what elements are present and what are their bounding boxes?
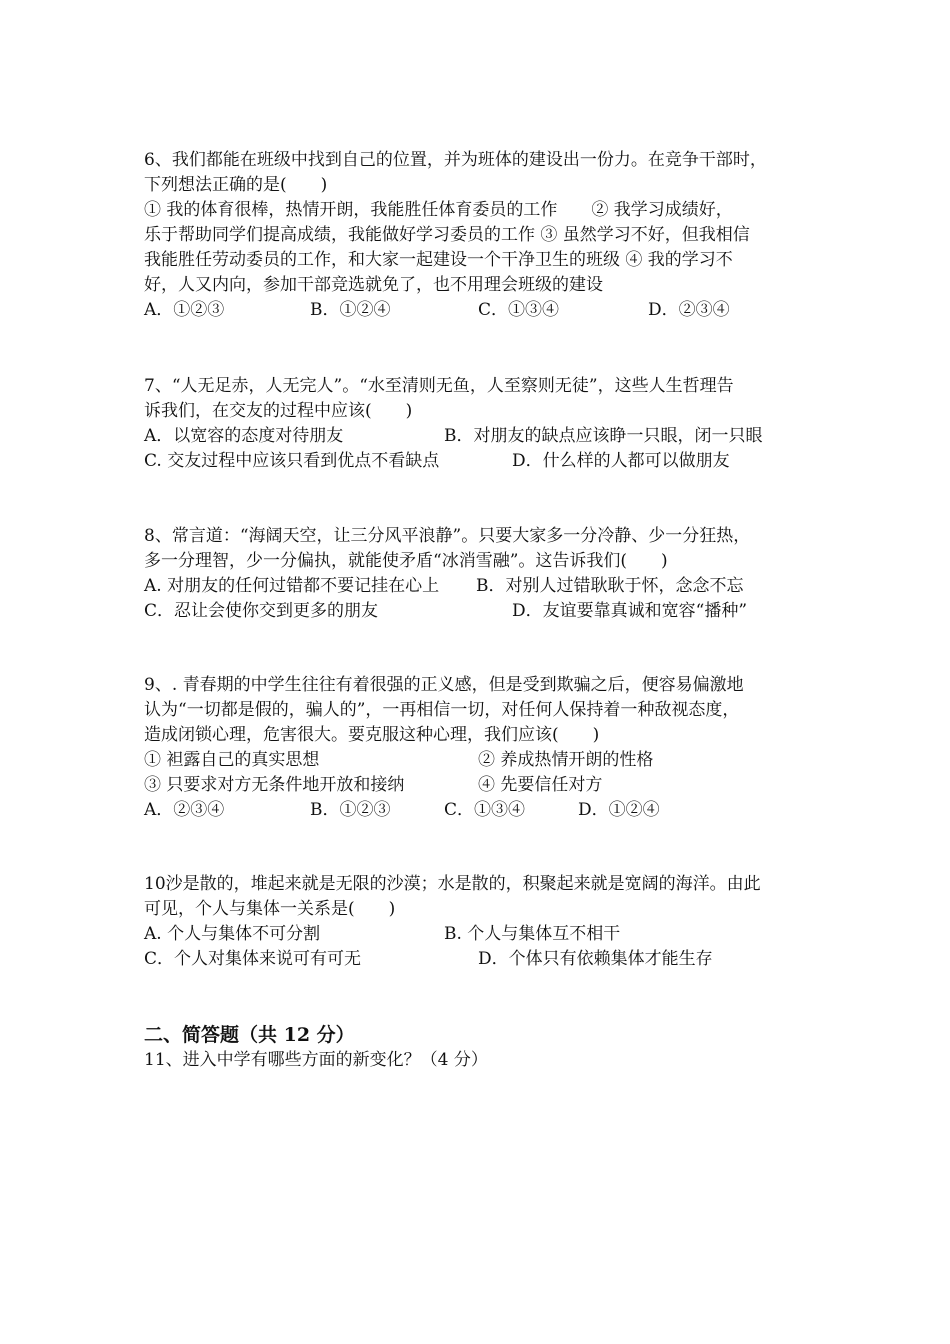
question-9 <box>144 673 824 823</box>
section-2-title: 二、简答题（共 12 分） <box>144 1024 355 1046</box>
q10-stem-line-2: 可见，个人与集体一关系是( ) <box>144 899 396 919</box>
q9-stem-line-1: 9、. 青春期的中学生往往有着很强的正义感，但是受到欺骗之后，便容易偏激地 <box>144 675 744 695</box>
q8-stem-line-2: 多一分理智，少一分偏执，就能使矛盾“冰消雪融”。这告诉我们( ) <box>144 551 668 571</box>
q10-option-b[interactable]: B. 个人与集体互不相干 <box>444 924 621 944</box>
q6-stem-line-2: 下列想法正确的是( ) <box>144 175 328 195</box>
q6-statement-line-1: ① 我的体育很棒，热情开朗，我能胜任体育委员的工作 ② 我学习成绩好， <box>144 200 733 220</box>
q7-option-d[interactable]: D．什么样的人都可以做朋友 <box>512 451 730 471</box>
question-6 <box>144 148 824 323</box>
q9-option-d[interactable]: D．①②④ <box>578 800 660 820</box>
q7-option-a[interactable]: A．以宽容的态度对待朋友 <box>144 426 344 446</box>
q9-option-a[interactable]: A．②③④ <box>144 800 225 820</box>
q8-option-a[interactable]: A. 对朋友的任何过错都不要记挂在心上 <box>144 576 440 596</box>
q9-statement-1: ① 袒露自己的真实思想 <box>144 750 320 770</box>
q7-stem-line-2: 诉我们，在交友的过程中应该( ) <box>144 401 413 421</box>
q8-option-c[interactable]: C．忍让会使你交到更多的朋友 <box>144 601 379 621</box>
q6-option-d[interactable]: D．②③④ <box>648 300 730 320</box>
q7-option-c[interactable]: C. 交友过程中应该只看到优点不看缺点 <box>144 451 440 471</box>
q9-statements-row-1 <box>144 748 824 773</box>
question-8 <box>144 524 824 624</box>
question-7 <box>144 374 824 474</box>
q6-options <box>144 298 824 323</box>
q9-option-b[interactable]: B．①②③ <box>310 800 391 820</box>
q7-options-row-2 <box>144 449 824 474</box>
q10-option-a[interactable]: A. 个人与集体不可分割 <box>144 924 321 944</box>
q9-stem-line-2: 认为“一切都是假的，骗人的”，一再相信一切，对任何人保持着一种敌视态度， <box>144 700 740 720</box>
q6-statement-line-4: 好，人又内向，参加干部竞选就免了，也不用理会班级的建设 <box>144 275 603 295</box>
q6-statement-line-3: 我能胜任劳动委员的工作，和大家一起建设一个干净卫生的班级 ④ 我的学习不 <box>144 250 733 270</box>
q10-options-row-2 <box>144 947 824 972</box>
q8-options-row-2 <box>144 599 824 624</box>
q8-option-b[interactable]: B．对别人过错耿耿于怀，念念不忘 <box>476 576 744 596</box>
q9-statement-2: ② 养成热情开朗的性格 <box>478 750 654 770</box>
q6-option-a[interactable]: A．①②③ <box>144 300 225 320</box>
q10-stem-line-1: 10沙是散的，堆起来就是无限的沙漠；水是散的，积聚起来就是宽阔的海洋。由此 <box>144 874 761 894</box>
q6-option-b[interactable]: B．①②④ <box>310 300 391 320</box>
q7-stem-line-1: 7、“人无足赤，人无完人”。“水至清则无鱼，人至察则无徒”，这些人生哲理告 <box>144 376 734 396</box>
q8-stem-line-1: 8、常言道：“海阔天空，让三分风平浪静”。只要大家多一分冷静、少一分狂热， <box>144 526 751 546</box>
q9-options <box>144 798 824 823</box>
q10-option-d[interactable]: D．个体只有依赖集体才能生存 <box>478 949 713 969</box>
q8-option-d[interactable]: D．友谊要靠真诚和宽容“播种” <box>512 601 748 621</box>
q8-options-row-1 <box>144 574 824 599</box>
q9-statement-3: ③ 只要求对方无条件地开放和接纳 <box>144 775 405 795</box>
q9-stem-line-3: 造成闭锁心理，危害很大。要克服这种心理，我们应该( ) <box>144 725 600 745</box>
question-11: 11、进入中学有哪些方面的新变化？（4 分） <box>144 1050 488 1070</box>
q6-statement-line-2: 乐于帮助同学们提高成绩，我能做好学习委员的工作 ③ 虽然学习不好，但我相信 <box>144 225 750 245</box>
q9-option-c[interactable]: C．①③④ <box>444 800 526 820</box>
q9-statement-4: ④ 先要信任对方 <box>478 775 603 795</box>
q6-stem-line-1: 6、我们都能在班级中找到自己的位置，并为班体的建设出一份力。在竞争干部时， <box>144 150 767 170</box>
q9-statements-row-2 <box>144 773 824 798</box>
q10-option-c[interactable]: C．个人对集体来说可有可无 <box>144 949 362 969</box>
question-10 <box>144 872 824 972</box>
q7-options-row-1 <box>144 424 824 449</box>
q10-options-row-1 <box>144 922 824 947</box>
q7-option-b[interactable]: B．对朋友的缺点应该睁一只眼，闭一只眼 <box>444 426 763 446</box>
q6-option-c[interactable]: C．①③④ <box>478 300 560 320</box>
